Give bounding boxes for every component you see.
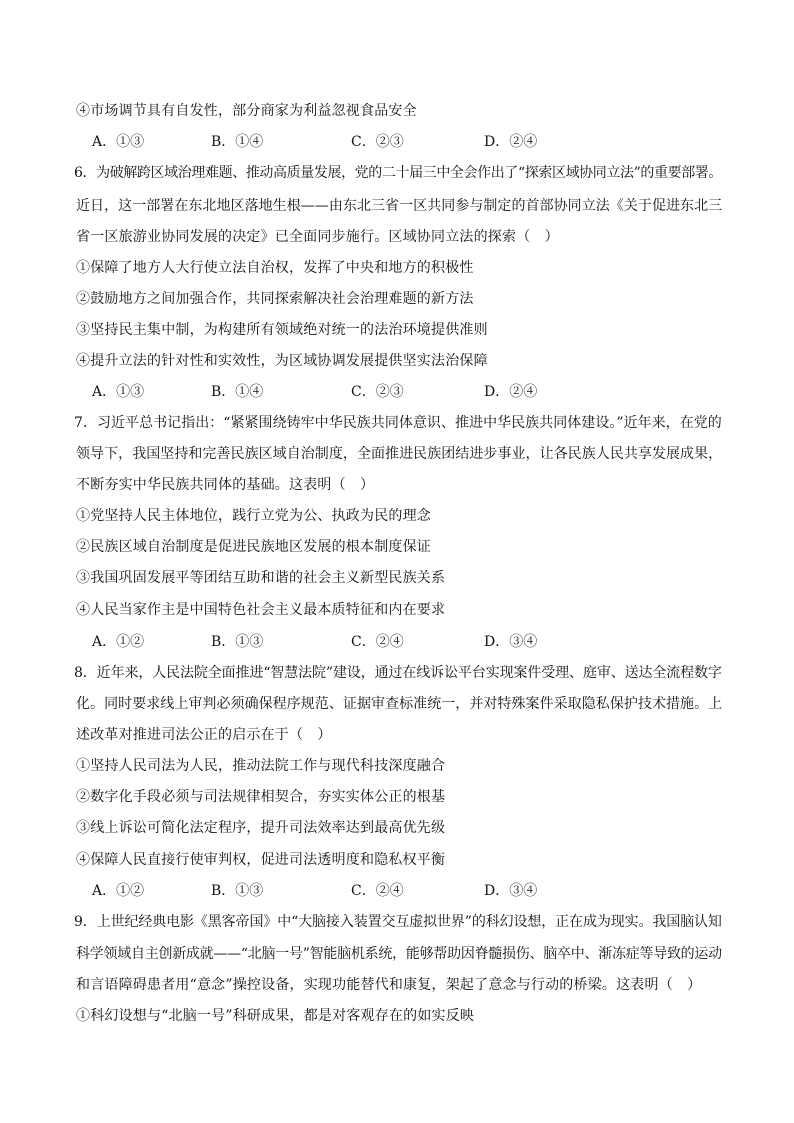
question-8-stem: 化。同时要求线上审判必须确保程序规范、证据审查标准统一，并对特殊案件采取隐私保护技术措施。上 [76,696,723,712]
choices-q8 [92,881,692,901]
question-9-option-1: ①科幻设想与“北脑一号”科研成果，都是对客观存在的如实反映 [76,1008,475,1024]
choices-q7 [92,632,692,652]
choice-a: A．①③ [92,134,145,150]
choice-c: C．②③ [351,134,404,150]
choices-q5 [92,132,692,152]
question-7-stem: 不断夯实中华民族共同体的基础。这表明（ ） [76,477,375,493]
choice-a: A．①② [92,634,145,650]
choice-a: A．①③ [92,384,145,400]
question-8-option-2: ②数字化手段必须与司法规律相契合，夯实实体公正的根基 [76,789,446,805]
question-8-option-1: ①坚持人民司法为人民，推动法院工作与现代科技深度融合 [76,758,446,774]
question-6-option-3: ③坚持民主集中制，为构建所有领域绝对统一的法治环境提供准则 [76,322,488,338]
question-7-stem: 领导下，我国坚持和完善民族区域自治制度，全面推进民族团结进步事业，让各民族人民共享发展成果， [76,446,723,462]
choice-d: D．②④ [484,384,538,400]
question-7-option-4: ④人民当家作主是中国特色社会主义最本质特征和内在要求 [76,602,446,618]
choice-d: D．②④ [484,134,538,150]
choice-b: B．①③ [211,883,264,899]
choice-c: C．②④ [351,634,404,650]
question-8-stem: 8．近年来，人民法院全面推进“智慧法院”建设，通过在线诉讼平台实现案件受理、庭审、送达全流程数字 [74,665,722,681]
question-8-option-4: ④保障人民直接行使审判权，促进司法透明度和隐私权平衡 [76,852,446,868]
question-7-option-2: ②民族区域自治制度是促进民族地区发展的根本制度保证 [76,539,431,555]
choice-b: B．①③ [211,634,264,650]
question-9-stem: 科学领域自主创新成就——“北脑一号”智能脑机系统，能够帮助因脊髓损伤、脑卒中、渐冻症等导致的运动 [76,946,722,962]
choice-b: B．①④ [211,384,264,400]
choices-q6 [92,382,692,402]
prev-question-option-4: ④市场调节具有自发性，部分商家为利益忽视食品安全 [76,103,417,119]
choice-d: D．③④ [484,883,538,899]
choice-c: C．②③ [351,384,404,400]
question-9-stem: 9．上世纪经典电影《黑客帝国》中“大脑接入装置交互虚拟世界”的科幻设想，正在成为现实。我国脑认知 [74,914,722,930]
question-7-stem: 7．习近平总书记指出：“紧紧围绕铸牢中华民族共同体意识、推进中华民族共同体建设。”近年来，在党的 [74,415,722,431]
question-6-stem: 省一区旅游业协同发展的决定》已全面同步施行。区域协同立法的探索（ ） [76,229,559,245]
question-7-option-3: ③我国巩固发展平等团结互助和谐的社会主义新型民族关系 [76,570,446,586]
question-6-option-4: ④提升立法的针对性和实效性，为区域协调发展提供坚实法治保障 [76,353,488,369]
question-6-option-2: ②鼓励地方之间加强合作，共同探索解决社会治理难题的新方法 [76,291,474,307]
choice-c: C．②④ [351,883,404,899]
question-6-option-1: ①保障了地方人大行使立法自治权，发挥了中央和地方的积极性 [76,260,474,276]
choice-d: D．③④ [484,634,538,650]
choice-a: A．①② [92,883,145,899]
question-8-option-3: ③线上诉讼可简化法定程序，提升司法效率达到最高优先级 [76,820,446,836]
question-6-stem: 6．为破解跨区域治理难题、推动高质量发展，党的二十届三中全会作出了“探索区域协同立法”的重要部署。 [74,165,723,181]
question-8-stem: 述改革对推进司法公正的启示在于（ ） [76,727,332,743]
question-9-stem: 和言语障碍患者用“意念”操控设备，实现功能替代和康复，架起了意念与行动的桥梁。这表明（ ） [76,977,702,993]
choice-b: B．①④ [211,134,264,150]
question-6-stem: 近日，这一部署在东北地区落地生根——由东北三省一区共同参与制定的首部协同立法《关于促进东北三 [76,198,723,214]
question-7-option-1: ①党坚持人民主体地位，践行立党为公、执政为民的理念 [76,508,431,524]
